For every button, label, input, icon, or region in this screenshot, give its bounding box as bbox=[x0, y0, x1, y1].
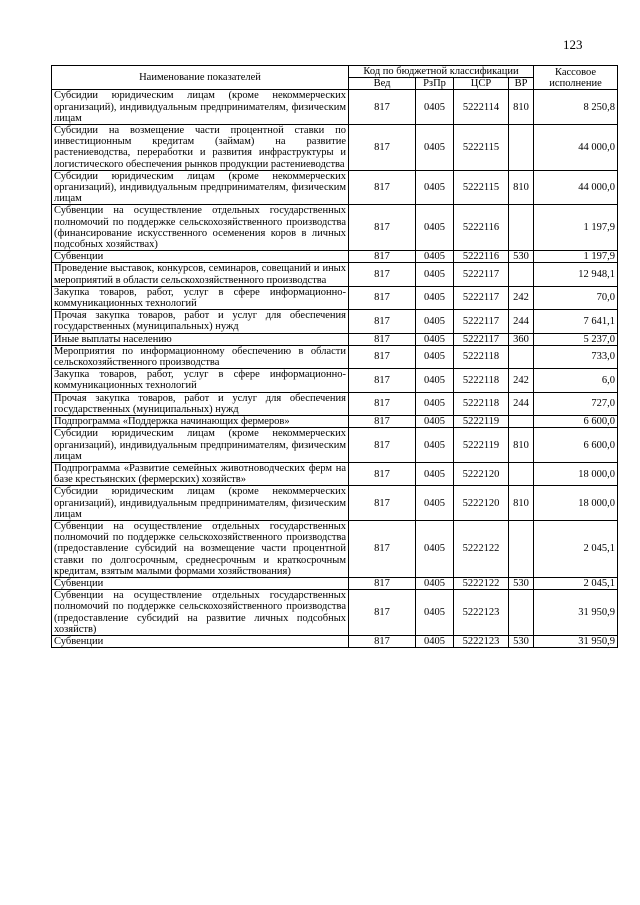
row-rzpr: 0405 bbox=[416, 416, 454, 428]
row-vr bbox=[509, 590, 534, 636]
row-name: Субвенции на осуществление отдельных государственных полномочий по поддержке сельскохозяйственного производства (предоставление субсидий на развитие личных подсобных хозяйств) bbox=[52, 590, 349, 636]
table-row bbox=[52, 369, 618, 392]
row-name: Субвенции на осуществление отдельных государственных полномочий по поддержке сельскохозяйственного производства (финансирование искусственного осеменения коров в личных подсобных хозяйствах) bbox=[52, 205, 349, 251]
row-ved: 817 bbox=[349, 577, 416, 589]
table-row bbox=[52, 90, 618, 125]
table-body bbox=[52, 90, 618, 648]
row-ved: 817 bbox=[349, 635, 416, 647]
row-amount: 5 237,0 bbox=[534, 333, 618, 345]
row-amount: 2 045,1 bbox=[534, 577, 618, 589]
row-csr: 5222117 bbox=[454, 333, 509, 345]
row-rzpr: 0405 bbox=[416, 263, 454, 286]
table-row bbox=[52, 520, 618, 577]
row-vr: 810 bbox=[509, 90, 534, 125]
row-ved: 817 bbox=[349, 333, 416, 345]
row-amount: 6 600,0 bbox=[534, 416, 618, 428]
table-row bbox=[52, 333, 618, 345]
row-csr: 5222120 bbox=[454, 462, 509, 485]
row-amount: 8 250,8 bbox=[534, 90, 618, 125]
table-row bbox=[52, 577, 618, 589]
row-amount: 12 948,1 bbox=[534, 263, 618, 286]
row-csr: 5222123 bbox=[454, 590, 509, 636]
row-vr: 242 bbox=[509, 286, 534, 309]
page-number: 123 bbox=[563, 37, 583, 52]
row-rzpr: 0405 bbox=[416, 369, 454, 392]
row-amount: 733,0 bbox=[534, 345, 618, 368]
row-vr: 810 bbox=[509, 170, 534, 205]
row-name: Подпрограмма «Поддержка начинающих фермеров» bbox=[52, 416, 349, 428]
row-csr: 5222115 bbox=[454, 170, 509, 205]
header-csr: ЦСР bbox=[454, 78, 509, 90]
row-vr: 530 bbox=[509, 251, 534, 263]
budget-table bbox=[51, 65, 618, 648]
row-vr: 244 bbox=[509, 310, 534, 333]
header-ved: Вед bbox=[349, 78, 416, 90]
table-header bbox=[52, 66, 618, 90]
row-rzpr: 0405 bbox=[416, 170, 454, 205]
row-rzpr: 0405 bbox=[416, 205, 454, 251]
row-csr: 5222115 bbox=[454, 125, 509, 171]
row-vr: 810 bbox=[509, 486, 534, 521]
row-csr: 5222118 bbox=[454, 345, 509, 368]
table-row bbox=[52, 392, 618, 415]
row-vr bbox=[509, 520, 534, 577]
header-vr: ВР bbox=[509, 78, 534, 90]
row-rzpr: 0405 bbox=[416, 577, 454, 589]
row-rzpr: 0405 bbox=[416, 520, 454, 577]
table-row bbox=[52, 125, 618, 171]
row-csr: 5222120 bbox=[454, 486, 509, 521]
row-ved: 817 bbox=[349, 486, 416, 521]
row-ved: 817 bbox=[349, 251, 416, 263]
row-rzpr: 0405 bbox=[416, 590, 454, 636]
header-name: Наименование показателей bbox=[52, 66, 349, 90]
row-name: Прочая закупка товаров, работ и услуг для обеспечения государственных (муниципальных) нужд bbox=[52, 392, 349, 415]
row-vr bbox=[509, 263, 534, 286]
row-vr: 360 bbox=[509, 333, 534, 345]
table-row bbox=[52, 286, 618, 309]
row-ved: 817 bbox=[349, 263, 416, 286]
row-csr: 5222122 bbox=[454, 520, 509, 577]
row-rzpr: 0405 bbox=[416, 90, 454, 125]
table-row bbox=[52, 205, 618, 251]
row-csr: 5222117 bbox=[454, 310, 509, 333]
row-amount: 31 950,9 bbox=[534, 590, 618, 636]
row-name: Закупка товаров, работ, услуг в сфере информационно-коммуникационных технологий bbox=[52, 369, 349, 392]
row-ved: 817 bbox=[349, 90, 416, 125]
row-name: Прочая закупка товаров, работ и услуг для обеспечения государственных (муниципальных) нужд bbox=[52, 310, 349, 333]
row-csr: 5222123 bbox=[454, 635, 509, 647]
row-name: Субсидии на возмещение части процентной ставки по инвестиционным кредитам (займам) на развитие растениеводства, переработки и развития инфраструктуры и логистического обеспечения рынков продукции растениеводства bbox=[52, 125, 349, 171]
row-amount: 18 000,0 bbox=[534, 486, 618, 521]
row-csr: 5222116 bbox=[454, 205, 509, 251]
row-vr bbox=[509, 345, 534, 368]
row-vr: 530 bbox=[509, 635, 534, 647]
row-amount: 70,0 bbox=[534, 286, 618, 309]
header-execution: Кассовое исполнение bbox=[534, 66, 618, 90]
row-amount: 18 000,0 bbox=[534, 462, 618, 485]
row-rzpr: 0405 bbox=[416, 486, 454, 521]
row-rzpr: 0405 bbox=[416, 125, 454, 171]
row-name: Подпрограмма «Развитие семейных животноводческих ферм на базе крестьянских (фермерских) хозяйств» bbox=[52, 462, 349, 485]
table-row bbox=[52, 263, 618, 286]
row-ved: 817 bbox=[349, 462, 416, 485]
row-ved: 817 bbox=[349, 205, 416, 251]
row-name: Субсидии юридическим лицам (кроме некоммерческих организаций), индивидуальным предпринимателям, физическим лицам bbox=[52, 90, 349, 125]
row-amount: 6 600,0 bbox=[534, 428, 618, 463]
row-csr: 5222122 bbox=[454, 577, 509, 589]
row-amount: 44 000,0 bbox=[534, 125, 618, 171]
row-amount: 44 000,0 bbox=[534, 170, 618, 205]
row-vr: 530 bbox=[509, 577, 534, 589]
row-vr bbox=[509, 416, 534, 428]
row-csr: 5222116 bbox=[454, 251, 509, 263]
row-csr: 5222119 bbox=[454, 428, 509, 463]
table-row bbox=[52, 428, 618, 463]
row-ved: 817 bbox=[349, 310, 416, 333]
table-row bbox=[52, 635, 618, 647]
row-ved: 817 bbox=[349, 520, 416, 577]
row-rzpr: 0405 bbox=[416, 462, 454, 485]
header-rzpr: РзПр bbox=[416, 78, 454, 90]
table-row bbox=[52, 462, 618, 485]
row-amount: 727,0 bbox=[534, 392, 618, 415]
row-vr: 244 bbox=[509, 392, 534, 415]
row-rzpr: 0405 bbox=[416, 310, 454, 333]
row-ved: 817 bbox=[349, 392, 416, 415]
row-ved: 817 bbox=[349, 590, 416, 636]
header-code-group: Код по бюджетной классификации bbox=[349, 66, 534, 78]
table-row bbox=[52, 345, 618, 368]
row-ved: 817 bbox=[349, 428, 416, 463]
table-row bbox=[52, 310, 618, 333]
row-ved: 817 bbox=[349, 170, 416, 205]
row-name: Субсидии юридическим лицам (кроме некоммерческих организаций), индивидуальным предпринимателям, физическим лицам bbox=[52, 170, 349, 205]
row-amount: 2 045,1 bbox=[534, 520, 618, 577]
row-ved: 817 bbox=[349, 125, 416, 171]
row-amount: 1 197,9 bbox=[534, 205, 618, 251]
table-row bbox=[52, 170, 618, 205]
row-rzpr: 0405 bbox=[416, 428, 454, 463]
row-rzpr: 0405 bbox=[416, 635, 454, 647]
row-csr: 5222119 bbox=[454, 416, 509, 428]
row-vr: 242 bbox=[509, 369, 534, 392]
row-name: Иные выплаты населению bbox=[52, 333, 349, 345]
row-rzpr: 0405 bbox=[416, 392, 454, 415]
row-rzpr: 0405 bbox=[416, 251, 454, 263]
row-vr bbox=[509, 462, 534, 485]
row-amount: 1 197,9 bbox=[534, 251, 618, 263]
row-name: Субсидии юридическим лицам (кроме некоммерческих организаций), индивидуальным предпринимателям, физическим лицам bbox=[52, 486, 349, 521]
row-name: Субвенции bbox=[52, 577, 349, 589]
row-name: Субсидии юридическим лицам (кроме некоммерческих организаций), индивидуальным предпринимателям, физическим лицам bbox=[52, 428, 349, 463]
row-ved: 817 bbox=[349, 286, 416, 309]
row-name: Мероприятия по информационному обеспечению в области сельскохозяйственного производства bbox=[52, 345, 349, 368]
table-row bbox=[52, 590, 618, 636]
row-amount: 31 950,9 bbox=[534, 635, 618, 647]
row-csr: 5222117 bbox=[454, 286, 509, 309]
row-amount: 6,0 bbox=[534, 369, 618, 392]
row-vr: 810 bbox=[509, 428, 534, 463]
row-amount: 7 641,1 bbox=[534, 310, 618, 333]
row-name: Субвенции bbox=[52, 635, 349, 647]
table-row bbox=[52, 416, 618, 428]
row-ved: 817 bbox=[349, 416, 416, 428]
row-name: Субвенции bbox=[52, 251, 349, 263]
table-row bbox=[52, 251, 618, 263]
row-rzpr: 0405 bbox=[416, 345, 454, 368]
row-name: Проведение выставок, конкурсов, семинаров, совещаний и иных мероприятий в области сельскохозяйственного производства bbox=[52, 263, 349, 286]
row-csr: 5222118 bbox=[454, 392, 509, 415]
row-csr: 5222117 bbox=[454, 263, 509, 286]
row-vr bbox=[509, 205, 534, 251]
row-csr: 5222114 bbox=[454, 90, 509, 125]
row-vr bbox=[509, 125, 534, 171]
row-rzpr: 0405 bbox=[416, 333, 454, 345]
row-rzpr: 0405 bbox=[416, 286, 454, 309]
row-name: Закупка товаров, работ, услуг в сфере информационно-коммуникационных технологий bbox=[52, 286, 349, 309]
row-ved: 817 bbox=[349, 345, 416, 368]
row-name: Субвенции на осуществление отдельных государственных полномочий по поддержке сельскохозяйственного производства (предоставление субсидий на возмещение части процентной ставки по долгосрочным, среднесрочным и краткосрочным кредитам, взятым малыми формами хозяйствования) bbox=[52, 520, 349, 577]
row-ved: 817 bbox=[349, 369, 416, 392]
row-csr: 5222118 bbox=[454, 369, 509, 392]
table-row bbox=[52, 486, 618, 521]
